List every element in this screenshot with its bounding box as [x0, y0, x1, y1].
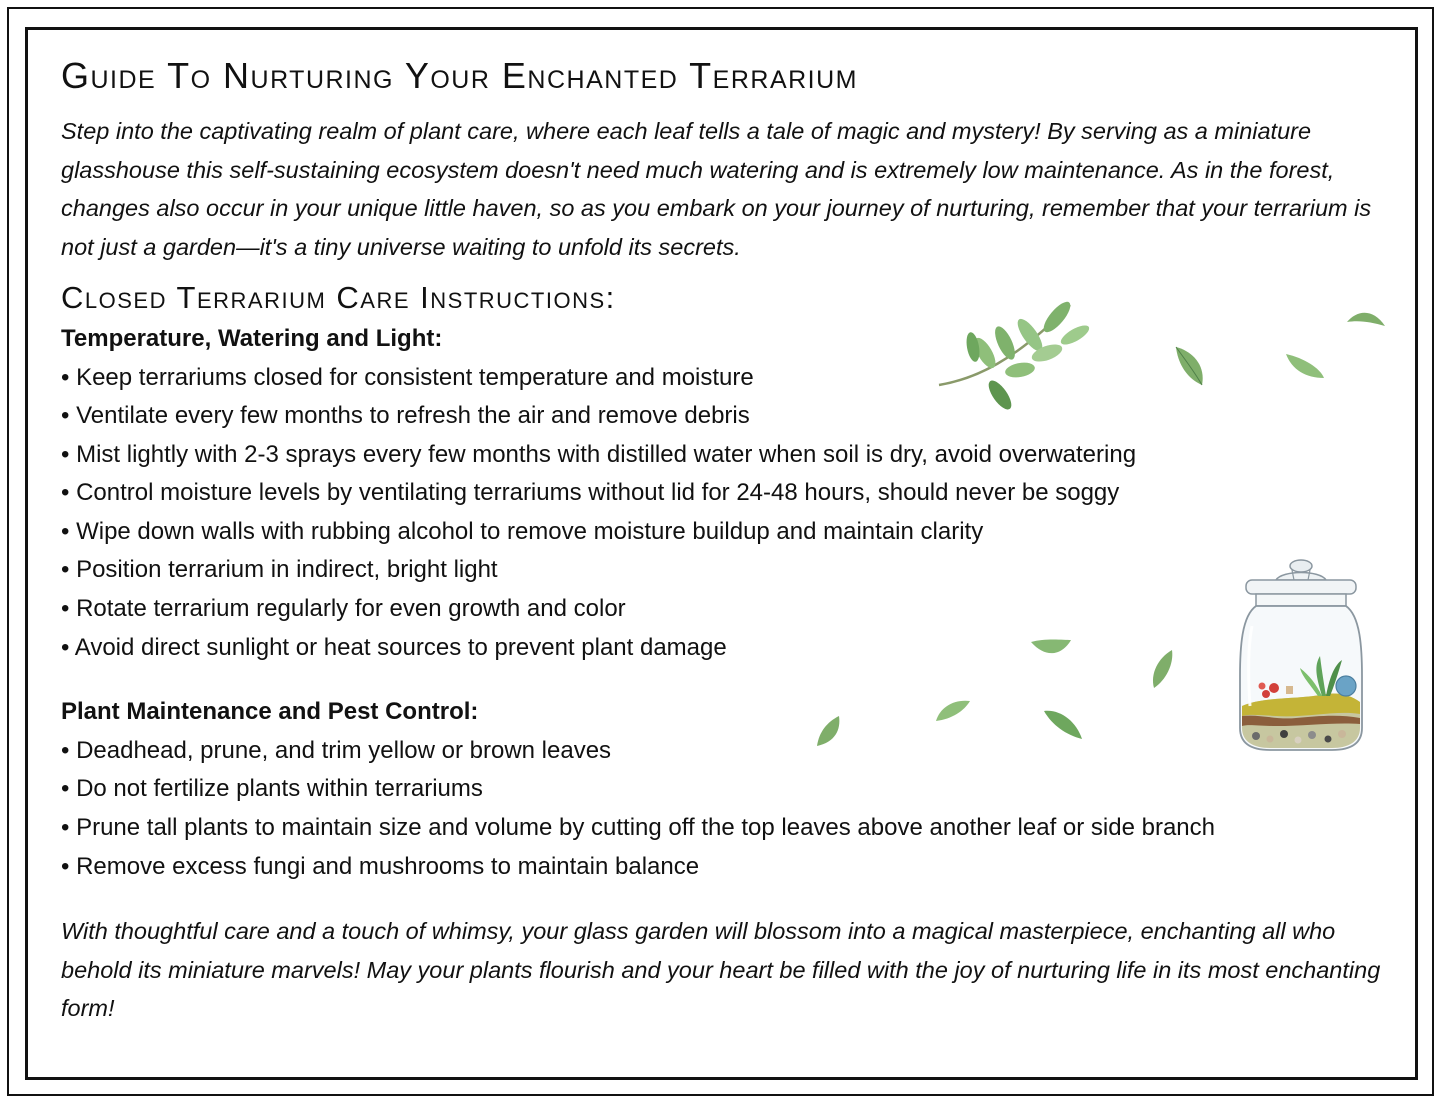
- eucalyptus-branch-icon: [935, 295, 1095, 420]
- section-heading-temperature: Temperature, Watering and Light:: [61, 325, 443, 352]
- floating-leaf-icon: [1172, 343, 1212, 388]
- list-item: • Keep terrariums closed for consistent temperature and moisture: [61, 359, 1391, 398]
- temperature-care-list: [61, 359, 1391, 668]
- list-item: • Remove excess fungi and mushrooms to maintain balance: [61, 848, 1391, 887]
- terrarium-jar-icon: [1236, 556, 1366, 756]
- floating-leaf-icon: [813, 714, 843, 748]
- list-item: • Rotate terrarium regularly for even growth and color: [61, 590, 1391, 629]
- care-instructions-heading: Closed Terrarium Care Instructions:: [61, 280, 616, 315]
- list-item: • Mist lightly with 2-3 sprays every few months with distilled water when soil is dry, avoid overwatering: [61, 436, 1391, 475]
- list-item: • Ventilate every few months to refresh the air and remove debris: [61, 397, 1391, 436]
- list-item: • Avoid direct sunlight or heat sources to prevent plant damage: [61, 629, 1391, 668]
- floating-leaf-icon: [1027, 636, 1073, 662]
- intro-paragraph: Step into the captivating realm of plant care, where each leaf tells a tale of magic and mystery! By serving as a miniature glasshouse this self-sustaining ecosystem doesn't need much watering and is extremely low maintenance. As in the forest, changes also occur in your unique little haven, so as you embark on your journey of nurturing, remember that your terrarium is not just a garden—it's a tiny universe waiting to unfold its secrets.: [61, 118, 1372, 260]
- list-item: • Do not fertilize plants within terrariums: [61, 770, 1391, 809]
- guide-content: [61, 50, 1391, 1028]
- floating-leaf-icon: [1148, 648, 1176, 690]
- floating-leaf-icon: [1282, 350, 1327, 382]
- section-heading-maintenance: Plant Maintenance and Pest Control:: [61, 698, 479, 726]
- list-item: • Deadhead, prune, and trim yellow or brown leaves: [61, 732, 1391, 771]
- floating-leaf-icon: [1042, 707, 1084, 741]
- list-item: • Position terrarium in indirect, bright light: [61, 551, 1391, 590]
- list-item: • Prune tall plants to maintain size and volume by cutting off the top leaves above another leaf or side branch: [61, 809, 1391, 848]
- maintenance-care-list: [61, 732, 1391, 886]
- closing-paragraph: With thoughtful care and a touch of whimsy, your glass garden will blossom into a magical masterpiece, enchanting all who behold its miniature marvels! May your plants flourish and your heart be filled with the joy of nurturing life in its most enchanting form!: [61, 918, 1381, 1022]
- page-title: Guide To Nurturing Your Enchanted Terrarium: [61, 55, 859, 96]
- list-item: • Control moisture levels by ventilating terrariums without lid for 24-48 hours, should never be soggy: [61, 474, 1391, 513]
- floating-leaf-icon: [934, 697, 972, 723]
- floating-leaf-icon: [1345, 308, 1387, 330]
- list-item: • Wipe down walls with rubbing alcohol to remove moisture buildup and maintain clarity: [61, 513, 1391, 552]
